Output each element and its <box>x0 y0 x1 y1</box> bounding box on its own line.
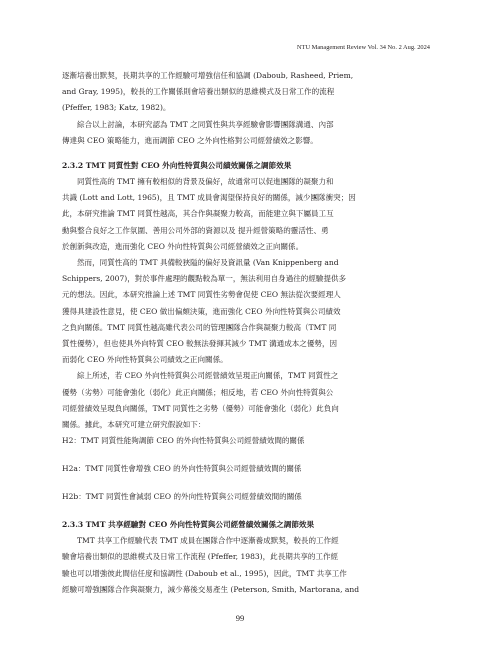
paragraph-homogeneity-strength <box>62 174 421 255</box>
text-line: 驗也可以增強彼此間信任度和協調性 (Daboub et al., 1995)，因此，TMT 共享工作 <box>62 568 347 578</box>
hypothesis-h2a: H2a：TMT 同質性會增強 CEO 的外向性特質與公司經營績效間的關係 <box>62 464 302 474</box>
text-line: 獲得具建設性意見，使 CEO 做出偏頗決策，進而強化 CEO 外向性特質與公司績效 <box>62 306 341 316</box>
text-line: 共識 (Lott and Lott, 1965)，且 TMT 成員會渴望保持良好的關係，減少團隊衝突；因 <box>62 193 356 203</box>
text-line: 此，本研究推論 TMT 同質性越高，其合作與凝聚力較高，而能建立與下屬員工互 <box>62 209 334 219</box>
paragraph-continued <box>62 68 421 117</box>
text-line: 質性優勢），但也使具外向特質 CEO 較無法發揮其減少 TMT 溝通成本之優勢，因 <box>62 339 338 349</box>
text-line: and Gray, 1995)，較長的工作關係則會培養出類似的思維模式及日常工作的流程 <box>62 87 335 97</box>
text-line: 同質性高的 TMT 擁有較相似的背景及偏好，故通常可以促進團隊的凝聚力和 <box>77 177 334 187</box>
article-body <box>62 68 421 598</box>
text-line: 逐漸培養出默契，長期共享的工作經驗可增強信任和協調 (Daboub, Rasheed, Priem, <box>62 71 354 80</box>
text-line: 綜合以上討論，本研究認為 TMT 之同質性與共享經驗會影響團隊溝通、內部 <box>77 119 334 129</box>
text-line: 然而，同質性高的 TMT 具備較狹隘的偏好及資訊量 (Van Knippenberg and <box>77 258 339 268</box>
hypothesis-h2: H2：TMT 同質性能夠調節 CEO 的外向性特質與公司經營績效間的關係 <box>62 436 305 446</box>
text-line: 驗會培養出類似的思維模式及日常工作流程 (Pfeffer, 1983)，此長期共享的工作經 <box>62 552 339 562</box>
paragraph-homogeneity-weakness <box>62 255 421 368</box>
page-number: 99 <box>235 613 245 623</box>
text-line: (Pfeffer, 1983; Katz, 1982)。 <box>62 103 171 113</box>
text-line: 關係。據此，本研究可建立研究假說如下： <box>62 420 206 430</box>
text-line: 之負向關係。TMT 同質性越高雖代表公司的管理團隊合作與凝聚力較高（TMT 同 <box>62 322 337 332</box>
text-line: 動與整合良好之工作氛圍、善用公司外部的資源以及 提升經營策略的靈活性、勇 <box>62 225 329 235</box>
text-line: 優勢（劣勢）可能會強化（弱化）此正向關係；相反地，若 CEO 外向性特質與公 <box>62 387 334 397</box>
text-line: 司經營績效呈現負向關係，TMT 同質性之劣勢（優勢）可能會強化（弱化）此負向 <box>62 403 339 413</box>
text-line: TMT 共享工作經驗代表 TMT 成員在團隊合作中逐漸養成默契，較長的工作經 <box>77 536 339 546</box>
text-line: 綜上所述，若 CEO 外向性特質與公司經營績效呈現正向關係，TMT 同質性之 <box>77 371 339 381</box>
section-heading-2-3-2: 2.3.2 TMT 同質性對 CEO 外向性特質與公司績效關係之調節效果 <box>62 161 292 171</box>
text-line: 傳達與 CEO 策略能力，進而調節 CEO 之外向性格對公司經營績效之影響。 <box>62 135 318 145</box>
section-heading-2-3-3: 2.3.3 TMT 共享經驗對 CEO 外向性特質與公司經營績效關係之調節效果 <box>62 520 315 530</box>
hypothesis-h2b: H2b：TMT 同質性會減弱 CEO 的外向性特質與公司經營績效間的關係 <box>62 492 302 502</box>
text-line: 而弱化 CEO 外向性特質與公司績效之正向關係。 <box>62 355 228 365</box>
paragraph-summary <box>62 117 421 149</box>
text-line: 於創新與改造，進而強化 CEO 外向性特質與公司經營績效之正向關係。 <box>62 241 304 251</box>
running-header: NTU Management Review Vol. 34 No. 2 Aug. 2024 <box>296 44 430 51</box>
paragraph-shared-experience <box>62 533 421 598</box>
text-line: Schippers, 2007)，對於事件處理的觀點較為單一，無法利用自身過往的經驗提供多 <box>62 274 347 284</box>
paragraph-conclusion <box>62 368 421 433</box>
text-line: 元的想法。因此，本研究推論上述 TMT 同質性劣勢會促使 CEO 無法從次要經理人 <box>62 290 341 300</box>
text-line: 經驗可增強團隊合作與凝聚力，減少幕後交易產生 (Peterson, Smith, Martorana, and <box>62 584 360 594</box>
